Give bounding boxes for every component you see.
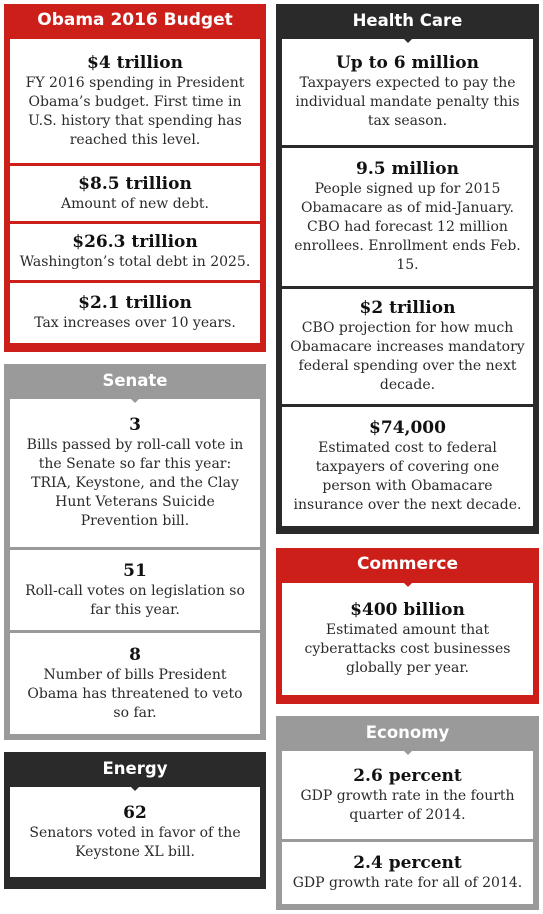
- stat-description: People signed up for 2015 Obamacare as of mid-January. CBO had forecast 12 million enrollees. Enrollment ends Feb. 15.: [294, 181, 521, 273]
- health-care-panel-title: [282, 4, 533, 36]
- stat-description: CBO projection for how much Obamacare increases mandatory federal spending over the next decade.: [290, 320, 525, 393]
- health-stat-card: [282, 148, 533, 286]
- energy-panel: [4, 752, 266, 889]
- budget-panel-title: Obama 2016 Budget: [37, 10, 233, 30]
- budget-stat-card: [10, 224, 260, 280]
- pointer-notch-icon: [401, 748, 415, 755]
- stat-value: 9.5 million: [355, 159, 459, 179]
- stat-value: 3: [129, 415, 141, 435]
- commerce-panel: [276, 548, 539, 704]
- stat-description: FY 2016 spending in President Obama’s budget. First time in U.S. history that spending has reached this level.: [25, 74, 245, 148]
- stat-description: GDP growth rate for all of 2014.: [292, 875, 523, 891]
- energy-stat-card: [10, 787, 260, 877]
- budget-panel: [4, 4, 266, 352]
- health-stat-card: [282, 39, 533, 145]
- stat-description: Senators voted in favor of the Keystone XL bill.: [29, 824, 241, 860]
- stat-description: Bills passed by roll-call vote in the Senate so far this year: TRIA, Keystone, and the Clay Hunt Veterans Suicide Prevention bill.: [26, 437, 244, 529]
- stat-description: Washington’s total debt in 2025.: [19, 254, 251, 270]
- economy-title-text: Economy: [365, 722, 450, 742]
- energy-panel-title: [10, 752, 260, 784]
- health-stat-card: [282, 407, 533, 526]
- stat-description: Taxpayers expected to pay the individual mandate penalty this tax season.: [295, 75, 520, 129]
- health-care-panel: [276, 4, 539, 534]
- pointer-notch-icon: [128, 784, 142, 791]
- stat-value: $8.5 trillion: [78, 173, 192, 194]
- senate-panel-title: [10, 364, 260, 396]
- stat-value: $2 trillion: [359, 298, 456, 318]
- pointer-notch-icon: [128, 396, 142, 403]
- stat-value: 51: [123, 560, 147, 581]
- health-care-title-text: Health Care: [352, 10, 463, 30]
- stat-value: $400 billion: [350, 600, 465, 620]
- stat-value: Up to 6 million: [335, 53, 479, 73]
- stat-description: Amount of new debt.: [60, 195, 209, 212]
- stat-description: Number of bills President Obama has threatened to veto so far.: [27, 666, 243, 721]
- stat-value: $74,000: [369, 418, 446, 438]
- stat-value: $2.1 trillion: [78, 293, 192, 313]
- commerce-stat-card: [282, 583, 533, 695]
- budget-stat-card: [10, 166, 260, 221]
- senate-title-text: Senate: [102, 370, 168, 390]
- budget-stat-card: [10, 283, 260, 343]
- budget-stat-card: [10, 39, 260, 163]
- stat-value: $4 trillion: [87, 52, 183, 73]
- stat-description: Roll-call votes on legislation so far this year.: [25, 582, 245, 618]
- senate-stat-card: [10, 550, 260, 630]
- economy-panel-title: [282, 716, 533, 748]
- stat-description: Estimated cost to federal taxpayers of covering one person with Obamacare insurance over the next decade.: [293, 440, 522, 513]
- stat-description: Tax increases over 10 years.: [34, 315, 236, 331]
- stat-value: 2.6 percent: [353, 765, 462, 786]
- stat-description: Estimated amount that cyberattacks cost businesses globally per year.: [304, 622, 511, 676]
- economy-stat-card: [282, 842, 533, 904]
- stat-value: 8: [129, 644, 141, 665]
- senate-stat-card: [10, 399, 260, 547]
- commerce-title-text: Commerce: [356, 554, 459, 574]
- health-stat-card: [282, 289, 533, 404]
- senate-panel: [4, 364, 266, 740]
- stat-value: 62: [123, 802, 147, 823]
- energy-title-text: Energy: [102, 758, 168, 778]
- pointer-notch-icon: [401, 36, 415, 43]
- senate-stat-card: [10, 633, 260, 734]
- stat-description: GDP growth rate in the fourth quarter of 2014.: [300, 787, 515, 823]
- stat-value: $26.3 trillion: [72, 232, 198, 252]
- commerce-panel-title: [282, 548, 533, 580]
- stat-value: 2.4 percent: [353, 853, 462, 873]
- pointer-notch-icon: [401, 580, 415, 587]
- economy-panel: [276, 716, 539, 910]
- economy-stat-card: [282, 751, 533, 839]
